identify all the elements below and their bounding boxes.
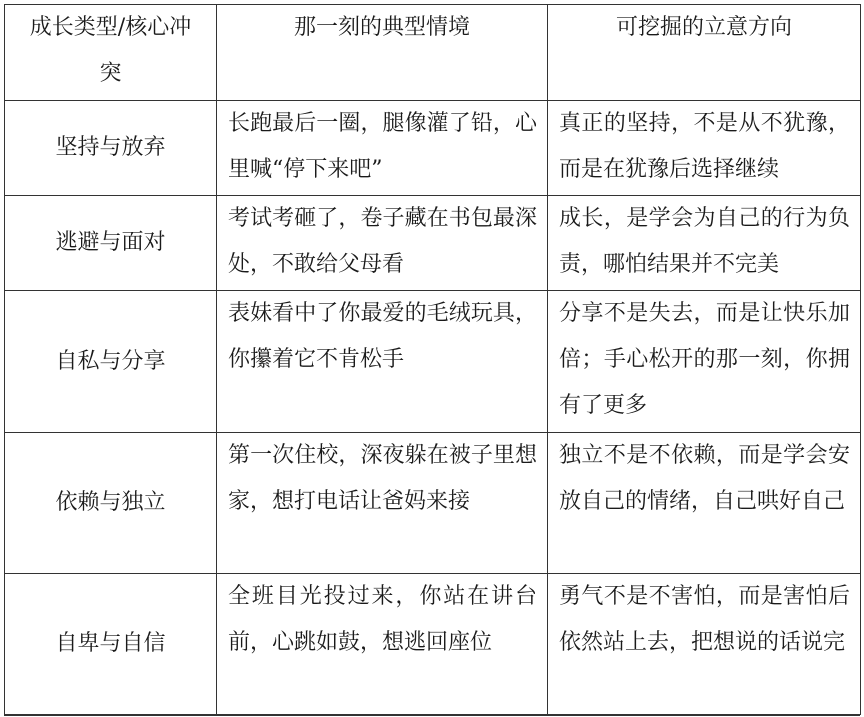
theme-direction-cell: 分享不是失去，而是让快乐加倍；手心松开的那一刻，你拥有了更多 (548, 291, 861, 433)
theme-direction-cell: 真正的坚持，不是从不犹豫，而是在犹豫后选择继续 (548, 101, 861, 196)
typical-scene-cell: 第一次住校，深夜躲在被子里想家，想打电话让爸妈来接 (217, 433, 548, 574)
table-body (5, 101, 861, 715)
growth-themes-table (4, 4, 861, 715)
table-row (5, 101, 861, 196)
typical-scene-cell: 考试考砸了，卷子藏在书包最深处，不敢给父母看 (217, 196, 548, 291)
header-growth-type: 成长类型/核心冲突 (5, 5, 217, 101)
table-row (5, 291, 861, 433)
typical-scene-cell: 全班目光投过来，你站在讲台前，心跳如鼓，想逃回座位 (217, 574, 548, 715)
typical-scene-cell: 表妹看中了你最爱的毛绒玩具，你攥着它不肯松手 (217, 291, 548, 433)
typical-scene-cell: 长跑最后一圈，腿像灌了铅，心里喊“停下来吧” (217, 101, 548, 196)
header-row (5, 5, 861, 101)
theme-direction-cell: 勇气不是不害怕，而是害怕后依然站上去，把想说的话说完 (548, 574, 861, 715)
header-typical-scene: 那一刻的典型情境 (217, 5, 548, 101)
header-theme-direction: 可挖掘的立意方向 (548, 5, 861, 101)
table-bottom-border (4, 715, 860, 716)
table-row (5, 574, 861, 715)
theme-direction-cell: 成长，是学会为自己的行为负责，哪怕结果并不完美 (548, 196, 861, 291)
table-row (5, 433, 861, 574)
table-row (5, 196, 861, 291)
growth-type-cell: 依赖与独立 (5, 433, 217, 574)
theme-direction-cell: 独立不是不依赖，而是学会安放自己的情绪，自己哄好自己 (548, 433, 861, 574)
growth-type-cell: 自私与分享 (5, 291, 217, 433)
growth-type-cell: 逃避与面对 (5, 196, 217, 291)
growth-type-cell: 自卑与自信 (5, 574, 217, 715)
table-header (5, 5, 861, 101)
growth-type-cell: 坚持与放弃 (5, 101, 217, 196)
